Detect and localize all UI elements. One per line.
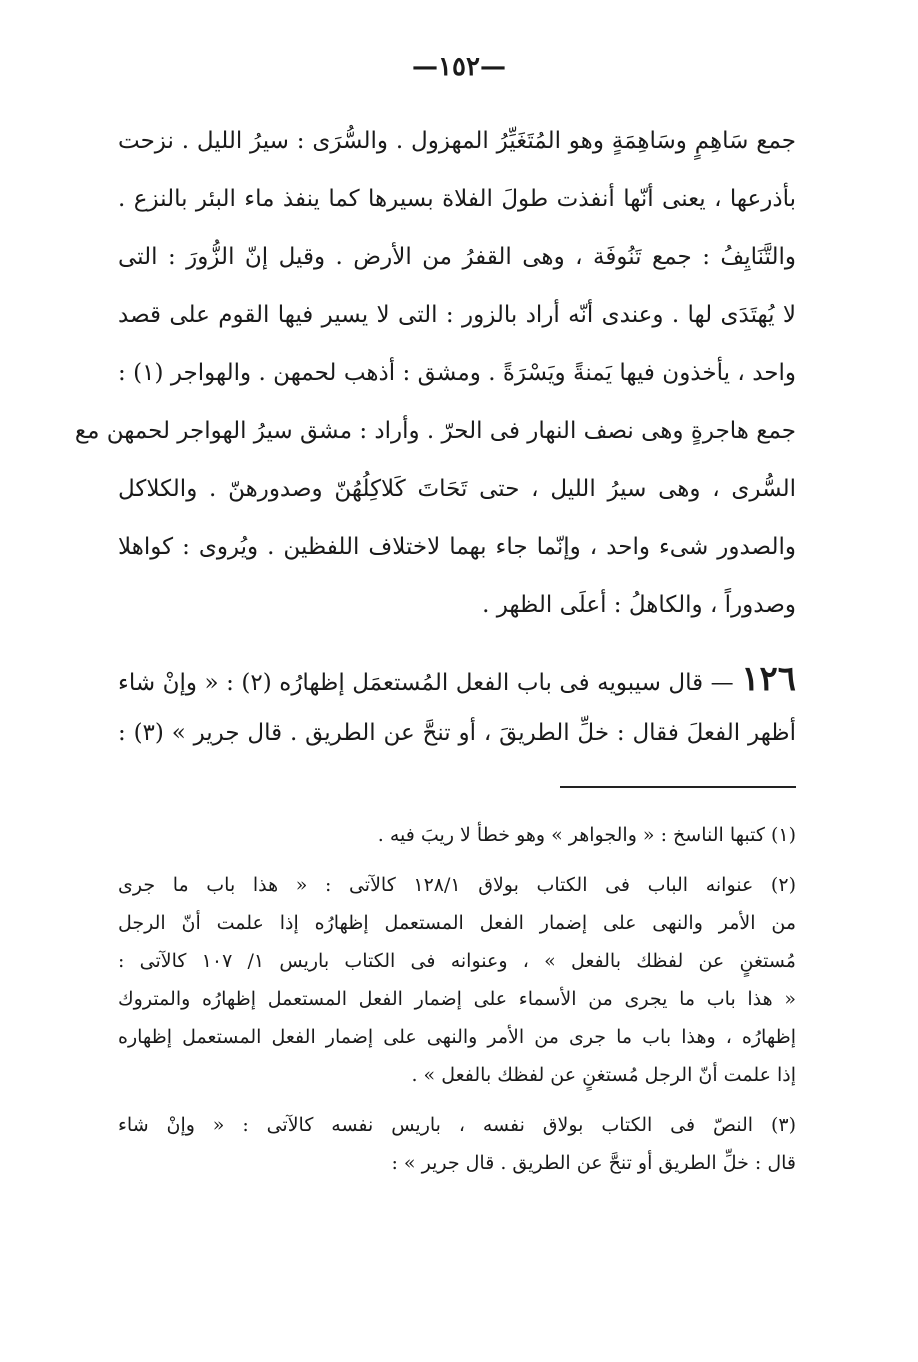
main-text-line: جمع هاجرةٍ وهى نصف النهار فى الحرّ . وأراد : مشق سيرُ الهواجر لحمهن مع	[74, 418, 796, 444]
main-text-line: والصدور شىء واحد ، وإنّما جاء بهما لاختلاف اللفظين . ويُروى : كواهلا	[118, 534, 796, 560]
footnote-line: مُستغنٍ عن لفظك بالفعل » ، وعنوانه فى الكتاب باريس ١/ ١٠٧ كالآتى :	[118, 950, 796, 972]
main-text-line: واحد ، يأخذون فيها يَمنةً ويَسْرَةً . ومشق : أذهب لحمهن . والهواجر (١) :	[118, 360, 796, 386]
entry-line-2: أظهر الفعلَ فقال : خلِّ الطريقَ ، أو تنحَّ عن الطريق . قال جرير » (٣) :	[118, 720, 796, 746]
entry-number: ١٢٦	[741, 659, 796, 699]
footnote-1	[118, 816, 796, 854]
footnote-line: (٢) عنوانه الباب فى الكتاب بولاق ١٢٨/١ كالآتى : « هذا باب ما جرى	[118, 874, 796, 896]
footnote-line: من الأمر والنهى على إضمار الفعل المستعمل إظهارُه إذا علمت أنّ الرجل	[118, 912, 796, 934]
footnote-line: (٣) النصّ فى الكتاب بولاق نفسه ، باريس نفسه كالآتى : « وإنْ شاء	[118, 1114, 796, 1136]
footnote-line: « هذا باب ما يجرى من الأسماء على إضمار الفعل المستعمل إظهارُه والمتروك	[118, 988, 796, 1010]
main-text-block	[74, 112, 796, 634]
entry-text-1: — قال سيبويه فى باب الفعل المُستعمَل إظهارُه (٢) : « وإنْ شاء	[118, 670, 734, 696]
footnote-2	[118, 866, 796, 1094]
footnote-line: (١) كتبها الناسخ : « والجواهر » وهو خطأ لا ريبَ فيه .	[377, 824, 796, 846]
main-text-line: السُّرى ، وهى سيرُ الليل ، حتى تَحَاتَ كَلاكِلُهُنّ وصدورهنّ . والكلاكل	[118, 476, 796, 502]
main-text-line: بأذرعها ، يعنى أنّها أنفذت طولَ الفلاة بسيرها كما ينفذ ماء البئر بالنزع .	[118, 186, 796, 212]
main-text-line: والتَّنَايِفُ : جمع تَنُوفَة ، وهى القفرُ من الأرض . وقيل إنّ الزُّورَ : التى	[118, 244, 796, 270]
entry-line-1	[118, 654, 796, 708]
footnote-3	[118, 1106, 796, 1182]
footnote-line: إذا علمت أنّ الرجل مُستغنٍ عن لفظك بالفعل » .	[411, 1064, 796, 1086]
entry-126	[118, 654, 796, 758]
footnote-line: قال : خلِّ الطريق أو تنحَّ عن الطريق . قال جرير » :	[391, 1152, 796, 1174]
footnote-line: إظهارُه ، وهذا باب ما جرى من الأمر والنهى على إضمار الفعل المستعمل إظهاره	[118, 1026, 796, 1048]
main-text-line: وصدوراً ، والكاهلُ : أعلَى الظهر .	[482, 592, 796, 618]
footnotes-block	[118, 816, 796, 1194]
main-text-line: لا يُهتَدَى لها . وعندى أنّه أراد بالزور : التى لا يسير فيها القوم على قصد	[118, 302, 796, 328]
footnote-separator	[560, 786, 796, 788]
page-number: —١٥٢—	[412, 52, 506, 82]
main-text-line: جمع سَاهِمٍ وسَاهِمَةٍ وهو المُتَغَيِّرُ المهزول . والسُّرَى : سيرُ الليل . نزحت	[118, 128, 796, 154]
